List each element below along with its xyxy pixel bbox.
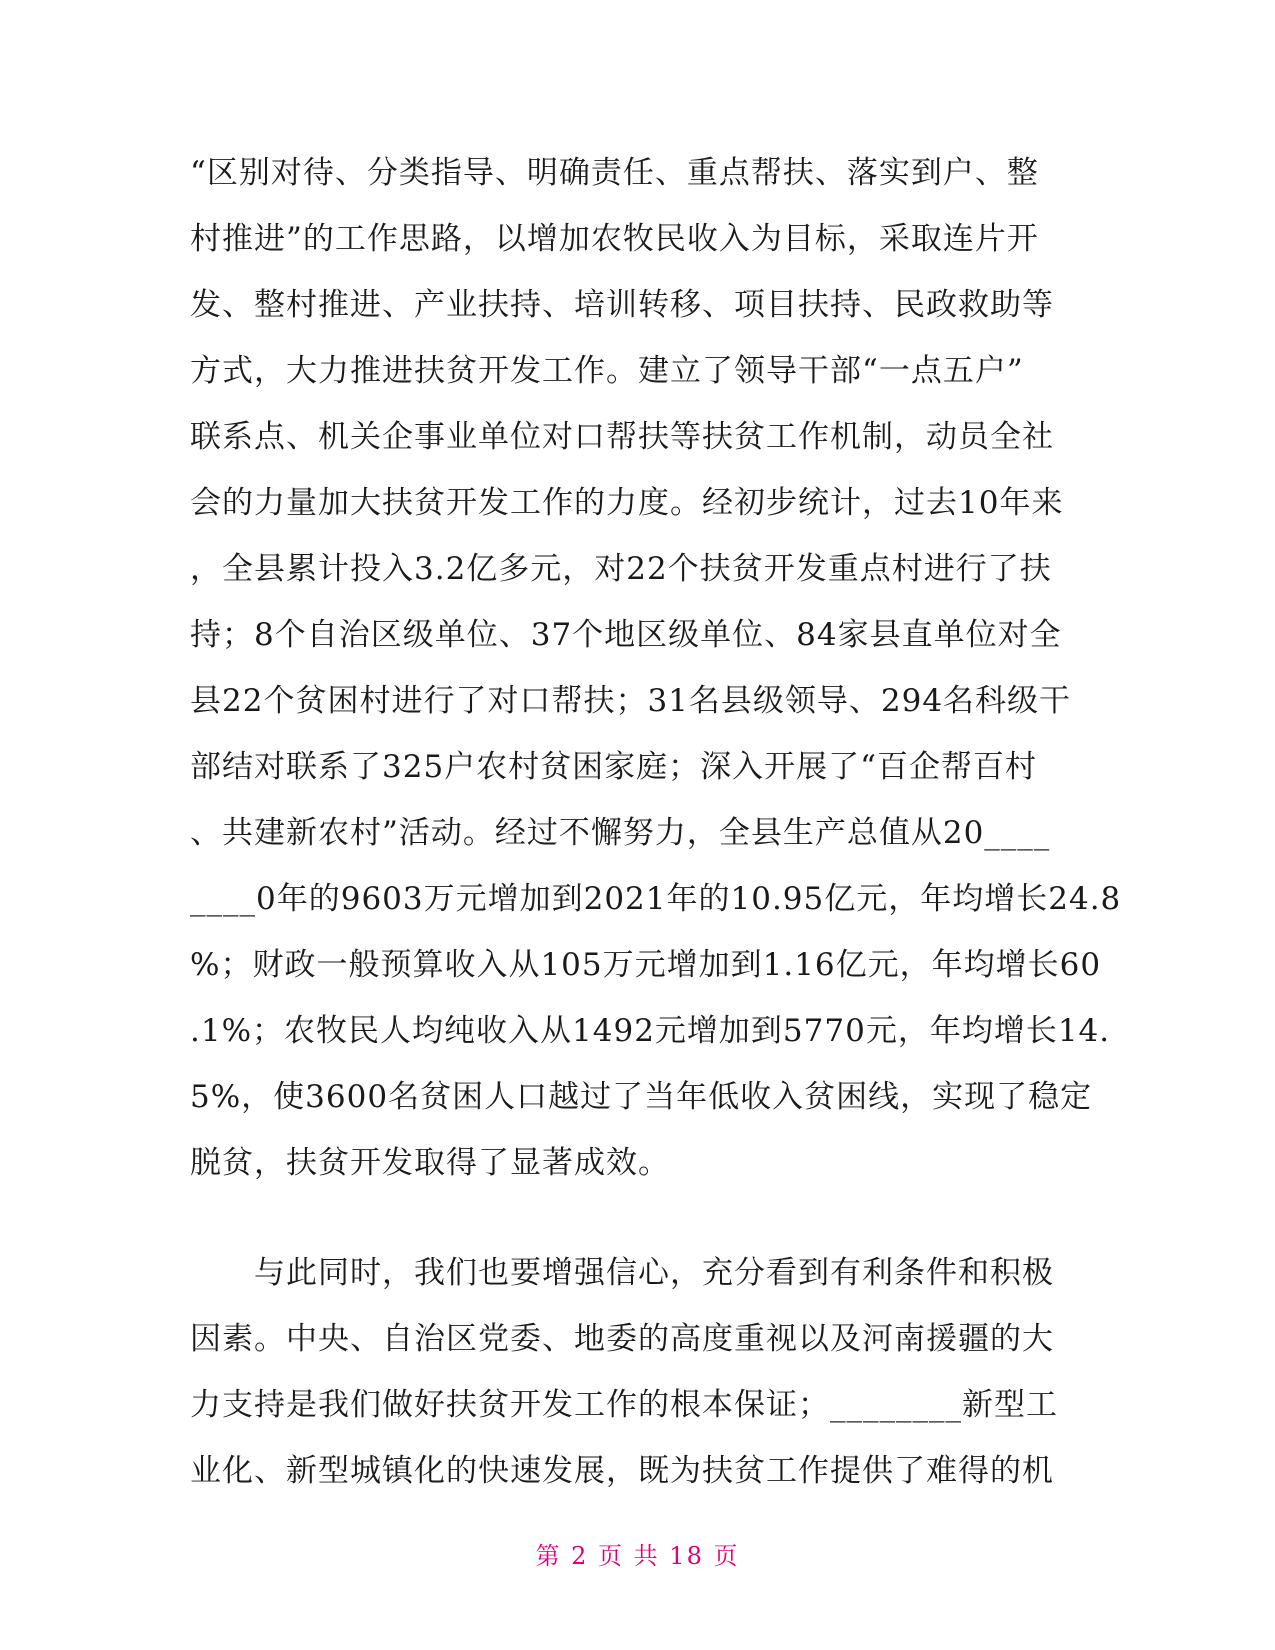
text-line: 会的力量加大扶贫开发工作的力度。经初步统计，过去10年来 [190, 485, 1064, 521]
text-line: 、共建新农村”活动。经过不懈努力，全县生产总值从20____ [190, 815, 1051, 851]
text-line: ____0年的9603万元增加到2021年的10.95亿元，年均增长24.8 [190, 881, 1122, 917]
text-line: 联系点、机关企事业单位对口帮扶等扶贫工作机制，动员全社 [190, 419, 1054, 455]
text-line: 脱贫，扶贫开发取得了显著成效。 [190, 1145, 670, 1181]
paragraph-1 [190, 140, 1122, 1196]
text-line: 县22个贫困村进行了对口帮扶；31名县级领导、294名科级干 [190, 683, 1072, 719]
text-line: 业化、新型城镇化的快速发展，既为扶贫工作提供了难得的机 [190, 1453, 1054, 1489]
page-number-footer: 第 2 页 共 18 页 [535, 1542, 740, 1570]
text-line: 因素。中央、自治区党委、地委的高度重视以及河南援疆的大 [190, 1321, 1054, 1357]
text-line: “区别对待、分类指导、明确责任、重点帮扶、落实到户、整 [190, 155, 1039, 191]
text-line: ，全县累计投入3.2亿多元，对22个扶贫开发重点村进行了扶 [190, 551, 1052, 587]
text-line: 方式，大力推进扶贫开发工作。建立了领导干部“一点五户” [190, 353, 1024, 389]
paragraph-2 [190, 1240, 1090, 1504]
text-line: 部结对联系了325户农村贫困家庭；深入开展了“百企帮百村 [190, 749, 1038, 785]
text-line: %；财政一般预算收入从105万元增加到1.16亿元，年均增长60 [190, 947, 1102, 983]
text-line: 力支持是我们做好扶贫开发工作的根本保证；________新型工 [190, 1387, 1058, 1423]
text-line: 5%，使3600名贫困人口越过了当年低收入贫困线，实现了稳定 [190, 1079, 1093, 1115]
text-line: .1%；农牧民人均纯收入从1492元增加到5770元，年均增长14. [190, 1013, 1111, 1049]
text-line: 发、整村推进、产业扶持、培训转移、项目扶持、民政救助等 [190, 287, 1054, 323]
text-line: 持；8个自治区级单位、37个地区级单位、84家县直单位对全 [190, 617, 1062, 653]
text-line: 与此同时，我们也要增强信心，充分看到有利条件和积极 [190, 1255, 1054, 1291]
text-line: 村推进”的工作思路，以增加农牧民收入为目标，采取连片开 [190, 221, 1039, 257]
